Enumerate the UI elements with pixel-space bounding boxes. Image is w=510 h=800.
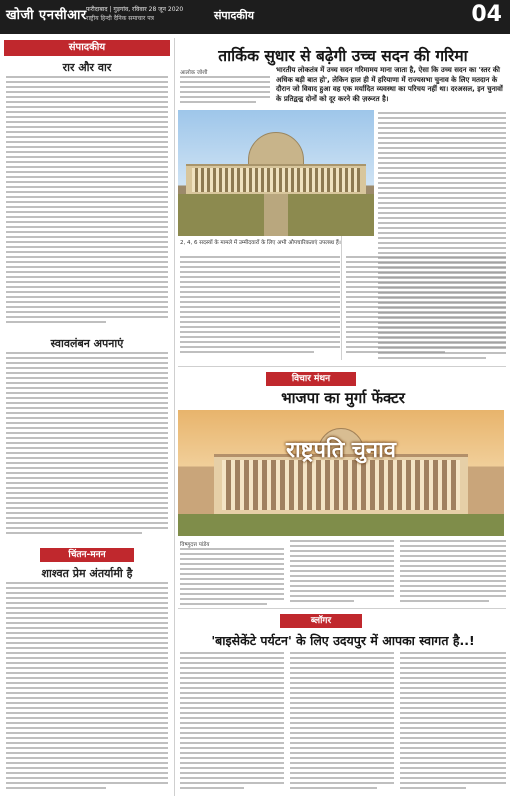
lead-pull-quote: भारतीय लोकतंत्र में उच्च सदन गरिमामय माना जाता है, ऐसा कि उच्च सदन का 'स्तर की अधिक बड़ी बात हो', लेकिन हाल ही में हरियाणा में राज्यसभा चुनाव के लिए मतदान के दौरान जो विवाद हुआ वह एक मर्यादित व्यवस्था का परिचय नहीं था। दरअसल, इन चुनावों के प्रतिद्वन्द्व दोनों को दूर करने की ज़रूरत है। [276, 66, 503, 103]
subline: राष्ट्रीय हिन्दी दैनिक समाचार पत्र [86, 15, 154, 22]
page-number: 04 [471, 2, 502, 27]
editorial-heading-3: शाश्वत प्रेम अंतर्यामी है [41, 567, 133, 580]
feature-author: विष्णुदत्त पांडेय [180, 542, 210, 548]
masthead [0, 0, 510, 34]
editorial-heading-2: स्वावलंबन अपनाएं [50, 337, 124, 350]
photo-overlay-text: राष्ट्रपति चुनाव [285, 438, 397, 463]
section-divider [178, 366, 506, 367]
dateline: फरीदाबाद | गुड़गांव, रविवार 28 जून 2020 [86, 6, 184, 13]
blog-body-col3 [400, 652, 506, 792]
column-divider [174, 38, 175, 796]
newspaper-logo: खोजी एनसीआर [6, 8, 87, 23]
editorial-body-2 [6, 352, 168, 537]
editorial-heading-1: रार और वार [62, 61, 112, 74]
lead-author: आलोक जोशी [180, 70, 208, 76]
lead-headline: तार्किक सुधार से बढ़ेगी उच्च सदन की गरिमा [218, 47, 468, 65]
lead-intro-text [180, 76, 270, 106]
feature-body-col2 [290, 540, 394, 605]
left-section-banner: संपादकीय [4, 40, 170, 56]
section-divider [178, 608, 506, 609]
blog-body-col2 [290, 652, 394, 792]
blog-headline: 'बाइसेकेंटे पर्यटन' के लिए उदयपुर में आपका स्वागत है..! [211, 633, 475, 648]
lead-body-col1 [180, 256, 340, 356]
parliament-photo [178, 110, 374, 236]
rashtrapati-bhavan-photo [178, 410, 504, 536]
blog-body-col1 [180, 652, 284, 792]
chintan-manan-banner: चिंतन-मनन [40, 548, 134, 562]
lead-photo-caption: 2, 4, 6 सदस्यों के मामले में उम्मीदवारों के लिए अभी औपचारिकताएं उपलब्ध हैं। [180, 240, 341, 246]
editorial-body-3 [6, 582, 168, 792]
section-title: संपादकीय [214, 9, 255, 22]
vichar-manthan-tag: विचार मंथन [266, 372, 356, 386]
feature-body-col1 [180, 548, 284, 608]
editorial-body-1 [6, 76, 168, 326]
feature-body-col3 [400, 540, 506, 605]
feature-headline: भाजपा का मुर्गा फेंक्टर [281, 389, 405, 407]
lead-body-col2 [346, 256, 506, 356]
blogger-tag: ब्लॉगर [280, 614, 362, 628]
